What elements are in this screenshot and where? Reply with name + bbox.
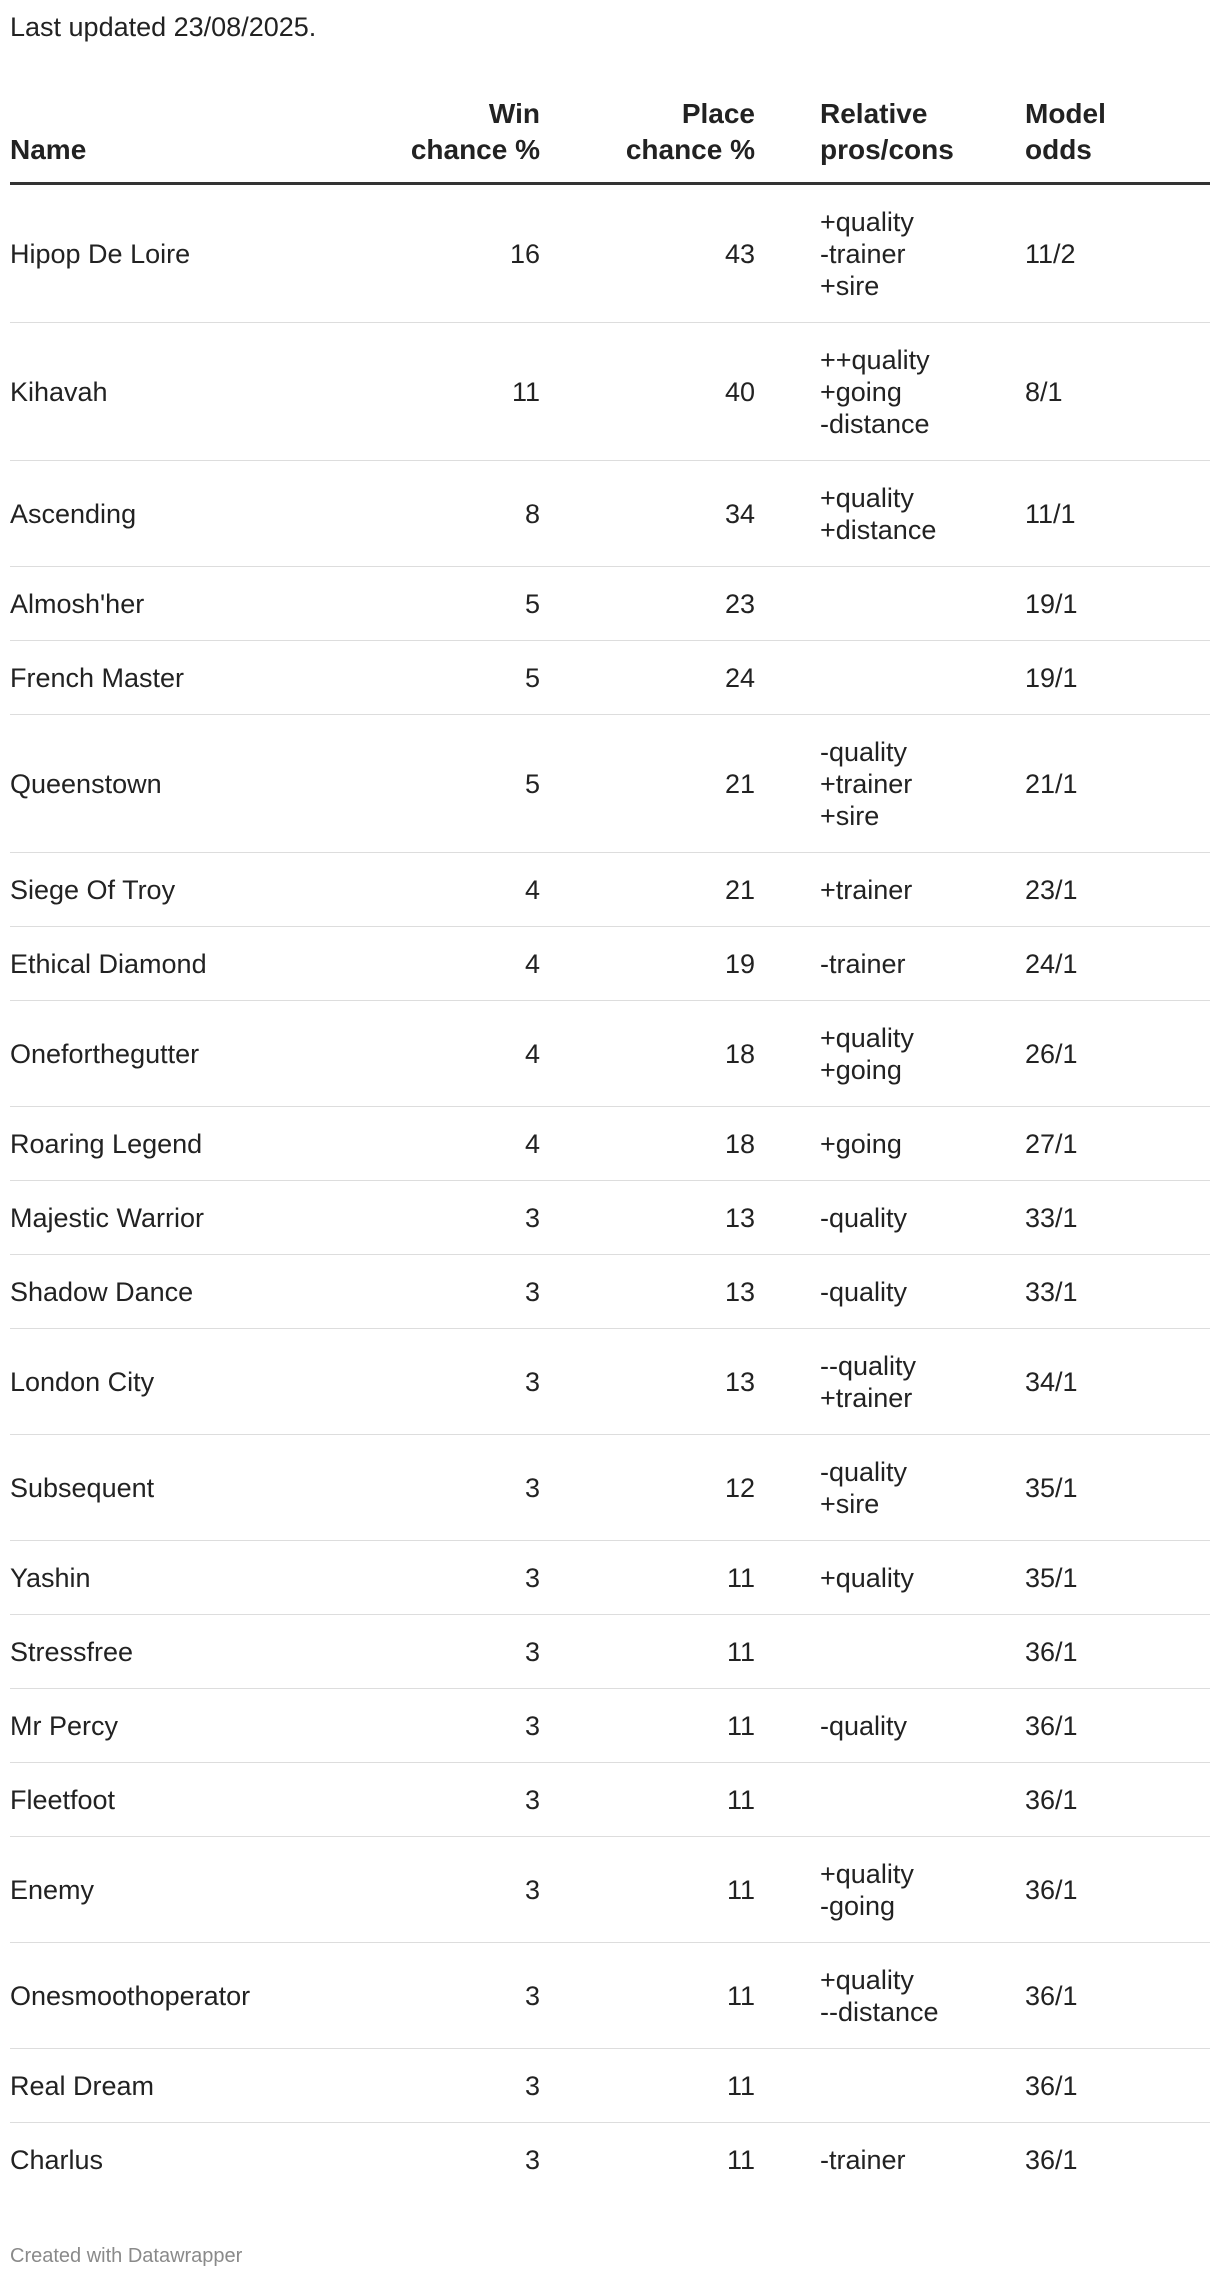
cell-name: Charlus [10,2144,104,2175]
table-row [10,1763,1210,1837]
cell-win-chance: 5 [395,641,540,715]
cell-pros-cons: +quality --distance [755,1943,1003,2049]
cell-pros-cons: -quality [755,1255,1003,1329]
cell-model-odds: 8/1 [1003,323,1210,461]
last-updated-note: Last updated 23/08/2025. [10,12,317,42]
table-body [10,184,1210,2197]
cell-name: Subsequent [10,1435,395,1541]
cell-place-chance: 11 [540,1943,755,2049]
cell-model-odds: 19/1 [1003,567,1210,641]
cell-win-chance: 3 [395,1255,540,1329]
table-row [10,1689,1210,1763]
table-row [10,927,1210,1001]
cell-pros-cons [755,567,1003,641]
cell-pros-cons: +quality -going [755,1837,1003,1943]
table-row [10,184,1210,323]
cell-place-chance: 43 [540,184,755,323]
table-row [10,641,1210,715]
cell-model-odds: 36/1 [1003,1943,1210,2049]
cell-place-chance: 18 [540,1001,755,1107]
table-row [10,1255,1210,1329]
header-pros-cons: Relative pros/cons [755,96,1003,184]
cell-win-chance: 3 [395,1181,540,1255]
table-row [10,1329,1210,1435]
cell-pros-cons: +going [755,1107,1003,1181]
cell-model-odds: 19/1 [1003,641,1210,715]
odds-table [10,96,1210,2196]
cell-place-chance: 11 [540,1763,755,1837]
cell-win-chance: 3 [395,1615,540,1689]
cell-name: French Master [10,641,395,715]
cell-pros-cons: +quality [755,1541,1003,1615]
cell-pros-cons: -quality +trainer +sire [755,715,1003,853]
table-row [10,715,1210,853]
cell-model-odds: 11/1 [1003,461,1210,567]
cell-name: Hipop De Loire [10,184,395,323]
cell-win-chance: 3 [395,1689,540,1763]
cell-place-chance: 11 [726,2144,755,2175]
cell-place-chance: 24 [540,641,755,715]
cell-name: Onesmoothoperator [10,1943,395,2049]
cell-model-odds: 35/1 [1003,1541,1210,1615]
cell-model-odds: 36/1 [1025,2144,1078,2175]
cell-model-odds: 23/1 [1003,853,1210,927]
header-place-chance: Place chance % [540,96,755,184]
cell-pros-cons: --quality +trainer [755,1329,1003,1435]
cell-pros-cons: +trainer [755,853,1003,927]
cell-model-odds: 36/1 [1003,1689,1210,1763]
cell-win-chance: 8 [395,461,540,567]
cell-name: Roaring Legend [10,1107,395,1181]
cell-place-chance: 12 [540,1435,755,1541]
cell-name: Yashin [10,1541,395,1615]
header-model-odds: Model odds [1003,96,1210,184]
header-win-chance: Win chance % [395,96,540,184]
cell-name: Ethical Diamond [10,927,395,1001]
cell-win-chance: 4 [395,927,540,1001]
cell-win-chance: 5 [395,567,540,641]
cell-name: Ascending [10,461,395,567]
table-row [10,1615,1210,1689]
cell-place-chance: 18 [540,1107,755,1181]
cell-name: Real Dream [10,2049,395,2123]
cell-place-chance: 21 [540,715,755,853]
cell-place-chance: 34 [540,461,755,567]
cell-name: Enemy [10,1837,395,1943]
cell-model-odds: 36/1 [1003,1615,1210,1689]
cell-pros-cons: -quality +sire [755,1435,1003,1541]
cell-pros-cons [755,1763,1003,1837]
cell-place-chance: 11 [540,2049,755,2123]
cell-pros-cons: -quality [755,1181,1003,1255]
table-row [10,323,1210,461]
table-row [10,461,1210,567]
cell-name: Oneforthegutter [10,1001,395,1107]
cell-place-chance: 13 [540,1329,755,1435]
table-row [10,2123,1210,2197]
table-row [10,1107,1210,1181]
cell-win-chance: 5 [395,715,540,853]
table-row [10,2049,1210,2123]
cell-win-chance: 3 [395,1837,540,1943]
cell-place-chance: 13 [540,1181,755,1255]
cell-name: Siege Of Troy [10,853,395,927]
cell-place-chance: 11 [540,1541,755,1615]
cell-win-chance: 3 [395,1943,540,2049]
cell-pros-cons: -quality [755,1689,1003,1763]
table-row [10,567,1210,641]
cell-pros-cons: +quality +going [755,1001,1003,1107]
cell-name: Fleetfoot [10,1763,395,1837]
cell-win-chance: 3 [395,1329,540,1435]
cell-pros-cons: -trainer [755,927,1003,1001]
cell-place-chance: 19 [540,927,755,1001]
datawrapper-credit: Created with Datawrapper [10,2245,243,2267]
cell-model-odds: 24/1 [1003,927,1210,1001]
cell-model-odds: 21/1 [1003,715,1210,853]
cell-model-odds: 11/2 [1003,184,1210,323]
cell-win-chance: 3 [395,1541,540,1615]
cell-win-chance: 4 [395,1001,540,1107]
cell-win-chance: 4 [395,853,540,927]
cell-model-odds: 36/1 [1003,1837,1210,1943]
table-row [10,1837,1210,1943]
cell-model-odds: 35/1 [1003,1435,1210,1541]
cell-model-odds: 34/1 [1003,1329,1210,1435]
table-row [10,1435,1210,1541]
cell-place-chance: 13 [540,1255,755,1329]
cell-name: Queenstown [10,715,395,853]
cell-model-odds: 27/1 [1003,1107,1210,1181]
cell-pros-cons: ++quality +going -distance [755,323,1003,461]
cell-win-chance: 3 [395,1435,540,1541]
cell-pros-cons [755,641,1003,715]
cell-place-chance: 11 [540,1689,755,1763]
cell-model-odds: 36/1 [1003,2049,1210,2123]
cell-pros-cons [755,2049,1003,2123]
cell-pros-cons: -trainer [820,2144,906,2175]
header-row [10,96,1210,184]
cell-name: Kihavah [10,323,395,461]
cell-place-chance: 11 [540,1837,755,1943]
cell-win-chance: 3 [524,2144,540,2175]
table-row [10,1943,1210,2049]
cell-model-odds: 33/1 [1003,1181,1210,1255]
cell-name: Majestic Warrior [10,1181,395,1255]
cell-pros-cons: +quality -trainer +sire [755,184,1003,323]
cell-pros-cons: +quality +distance [755,461,1003,567]
cell-model-odds: 36/1 [1003,1763,1210,1837]
cell-place-chance: 23 [540,567,755,641]
header-name: Name [10,96,395,184]
cell-model-odds: 26/1 [1003,1001,1210,1107]
table-row [10,1001,1210,1107]
cell-name: Shadow Dance [10,1255,395,1329]
cell-win-chance: 4 [395,1107,540,1181]
cell-win-chance: 11 [395,323,540,461]
cell-name: Mr Percy [10,1689,395,1763]
table-row [10,853,1210,927]
table-row [10,1181,1210,1255]
cell-model-odds: 33/1 [1003,1255,1210,1329]
cell-win-chance: 16 [395,184,540,323]
cell-win-chance: 3 [395,2049,540,2123]
cell-pros-cons [755,1615,1003,1689]
cell-place-chance: 21 [540,853,755,927]
cell-place-chance: 11 [540,1615,755,1689]
cell-name: Almosh'her [10,567,395,641]
cell-place-chance: 40 [540,323,755,461]
table-row [10,1541,1210,1615]
cell-name: Stressfree [10,1615,395,1689]
cell-name: London City [10,1329,395,1435]
table-header [10,96,1210,184]
cell-win-chance: 3 [395,1763,540,1837]
